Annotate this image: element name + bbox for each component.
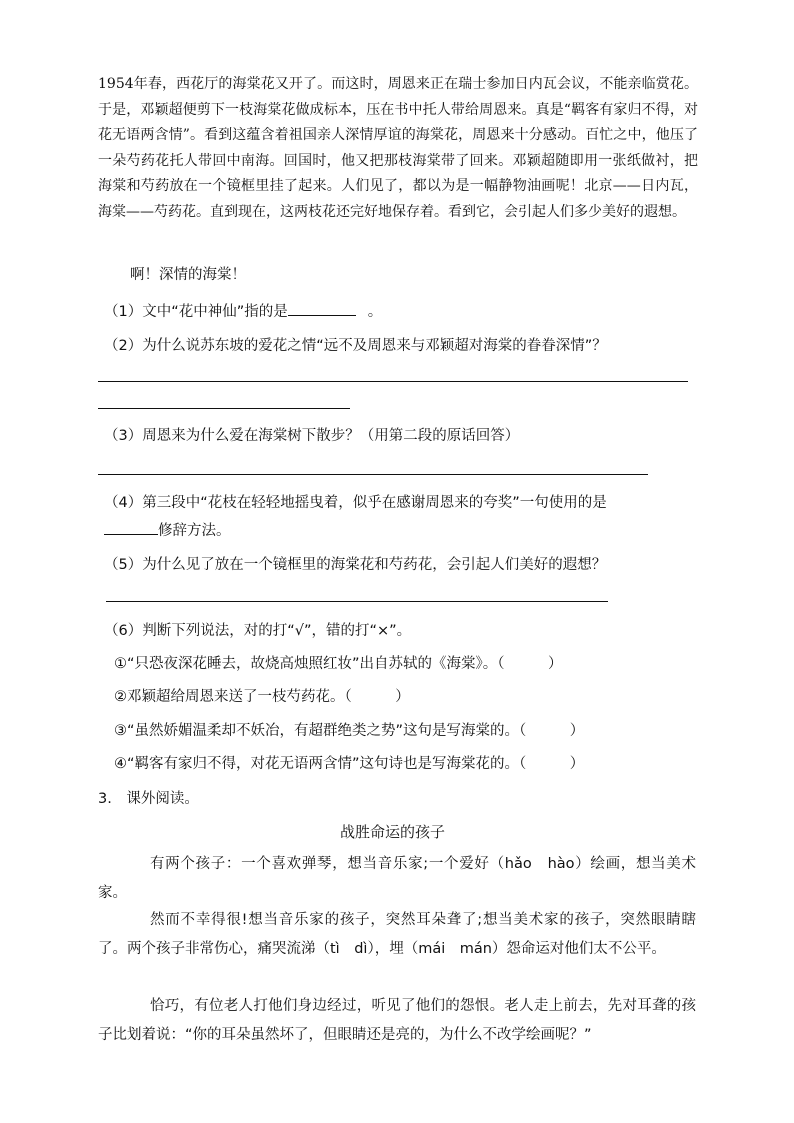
judge-item-1[interactable]: ①“只恐夜深花睡去，故烧高烛照红妆”出自苏轼的《海棠》。（ ）	[114, 656, 563, 672]
question-4: （4）第三段中“花枝在轻轻地摇曳着，似乎在感谢周恩来的夸奖”一句使用的是	[104, 495, 607, 511]
judge-item-3[interactable]: ③“虽然娇媚温柔却不妖冶，有超群绝类之势”这句是写海棠的。（ ）	[114, 723, 585, 739]
question-5: （5）为什么见了放在一个镜框里的海棠花和芍药花，会引起人们美好的遐想？	[104, 557, 607, 573]
question-2: （2）为什么说苏东坡的爱花之情“远不及周恩来与邓颖超对海棠的眷眷深情”？	[104, 338, 607, 354]
passage-paragraph: 1954年春，西花厅的海棠花又开了。而这时，周恩来正在瑞士参加日内瓦会议，不能亲临赏花。于是，邓颖超便剪下一枝海棠花做成标本，压在书中托人带给周恩来。真是“羁客有家归不得，对花无语两含情”。看到这蕴含着祖国亲人深情厚谊的海棠花，周恩来十分感动。百忙之中，他压了一朵芍药花托人带回中南海。回国时，他又把那枝海棠带了回来。邓颖超随即用一张纸做衬，把海棠和芍药放在一个镜框里挂了起来。人们见了，都以为是一幅静物油画呢！北京——日内瓦，海棠——芍药花。直到现在，这两枝花还完好地保存着。看到它，会引起人们多少美好的遐想。	[98, 76, 698, 220]
judge-item-4[interactable]: ④“羁客有家归不得，对花无语两含情”这句诗也是写海棠花的。（ ）	[114, 756, 585, 772]
answer-blank-1[interactable]	[288, 301, 356, 316]
question-4-continued	[104, 519, 231, 540]
question-3: （3）周恩来为什么爱在海棠树下散步？（用第二段的原话回答）	[104, 428, 520, 444]
question-1-end: 。	[367, 304, 383, 320]
story-paragraph-1: 有两个孩子：一个喜欢弹琴，想当音乐家;一个爱好（hǎo hào）绘画，想当美术家。	[98, 856, 696, 901]
question-1	[104, 300, 382, 321]
answer-line-2b[interactable]	[98, 408, 350, 409]
question-6: （6）判断下列说法，对的打“√”，错的打“×”。	[104, 623, 412, 639]
story-paragraph-3: 恰巧，有位老人打他们身边经过，听见了他们的怨恨。老人走上前去，先对耳聋的孩子比划着说：“你的耳朵虽然坏了，但眼睛还是亮的，为什么不改学绘画呢？”	[98, 998, 696, 1043]
story-title: 战胜命运的孩子	[340, 823, 446, 841]
section-3-heading: 3. 课外阅读。	[98, 791, 199, 807]
question-1-text: （1）文中“花中神仙”指的是	[104, 304, 288, 320]
answer-line-2a[interactable]	[98, 381, 688, 382]
judge-item-2[interactable]: ②邓颖超给周恩来送了一枝芍药花。（ ）	[114, 689, 410, 705]
answer-line-3[interactable]	[98, 474, 648, 475]
answer-line-5[interactable]	[106, 601, 608, 602]
story-paragraph-2: 然而不幸得很!想当音乐家的孩子，突然耳朵聋了;想当美术家的孩子，突然眼睛瞎了。两个孩子非常伤心，痛哭流涕（tì dì），埋（mái mán）怨命运对他们太不公平。	[98, 912, 696, 957]
question-4-end: 修辞方法。	[158, 523, 231, 539]
answer-blank-4[interactable]	[104, 520, 158, 535]
passage-exclamation: 啊！深情的海棠！	[130, 267, 246, 283]
